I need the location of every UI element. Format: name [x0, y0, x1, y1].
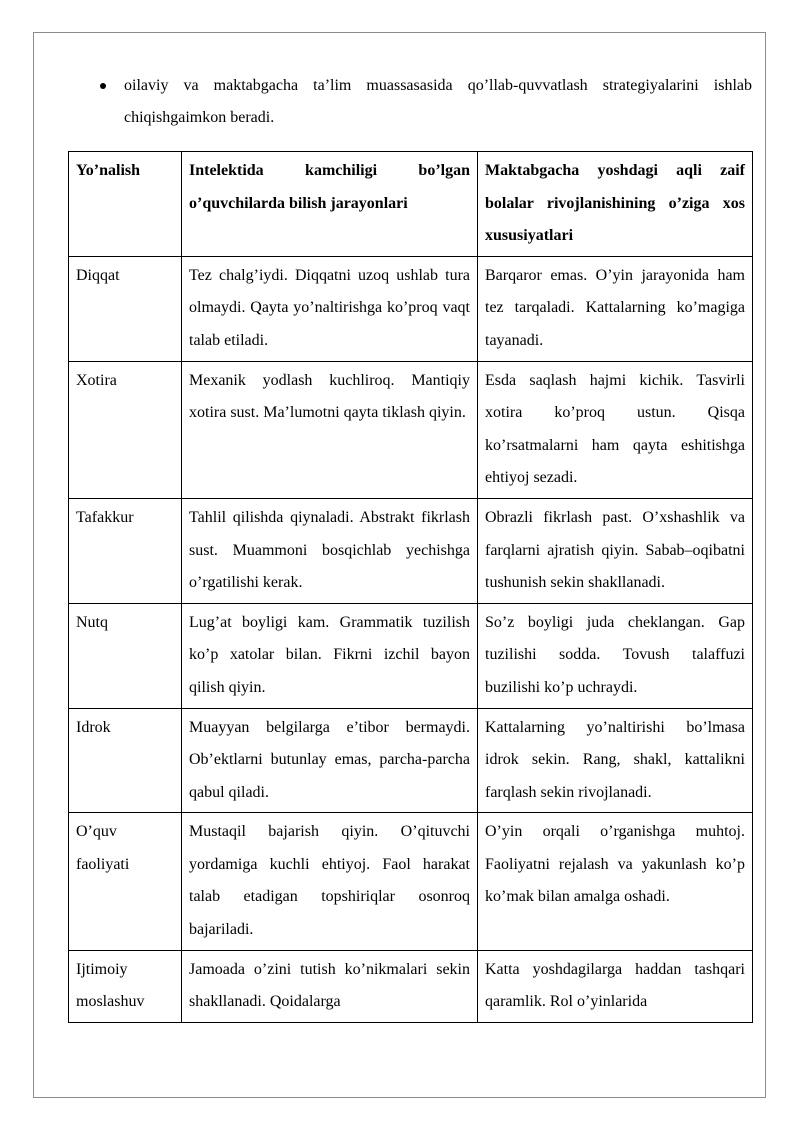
header-cognitive-processes: Intelektida kamchiligi bo’lgan o’quvchilarda bilish jarayonlari: [182, 152, 478, 257]
table-cell: Katta yoshdagilarga haddan tashqari qaramlik. Rol o’yinlarida: [478, 950, 753, 1022]
table-cell: Mexanik yodlash kuchliroq. Mantiqiy xotira sust. Ma’lumotni qayta tiklash qiyin.: [182, 361, 478, 498]
table-cell: Tahlil qilishda qiynaladi. Abstrakt fikrlash sust. Muammoni bosqichlab yechishga o’rgatilishi kerak.: [182, 498, 478, 603]
table-cell: O’yin orqali o’rganishga muhtoj. Faoliyatni rejalash va yakunlash ko’p ko’mak bilan amalga oshadi.: [478, 813, 753, 950]
row-label: Tafakkur: [69, 498, 182, 603]
row-label: Idrok: [69, 708, 182, 813]
table-header-row: [69, 152, 753, 257]
table-cell: Mustaqil bajarish qiyin. O’qituvchi yordamiga kuchli ehtiyoj. Faol harakat talab etadigan topshiriqlar osonroq bajariladi.: [182, 813, 478, 950]
row-label: Xotira: [69, 361, 182, 498]
row-label: Ijtimoiy moslashuv: [69, 950, 182, 1022]
table-row: [69, 361, 753, 498]
table-row: [69, 256, 753, 361]
header-direction: Yo’nalish: [69, 152, 182, 257]
table-row: [69, 813, 753, 950]
bullet-item: [68, 70, 752, 134]
table-cell: Tez chalg’iydi. Diqqatni uzoq ushlab tura olmaydi. Qayta yo’naltirishga ko’proq vaqt talab etiladi.: [182, 256, 478, 361]
comparison-table: [68, 151, 753, 1023]
document-content: [68, 70, 752, 1023]
table-cell: Jamoada o’zini tutish ko’nikmalari sekin shakllanadi. Qoidalarga: [182, 950, 478, 1022]
table-row: [69, 950, 753, 1022]
table-cell: Kattalarning yo’naltirishi bo’lmasa idrok sekin. Rang, shakl, kattalikni farqlash sekin rivojlanadi.: [478, 708, 753, 813]
table-cell: Esda saqlash hajmi kichik. Tasvirli xotira ko’proq ustun. Qisqa ko’rsatmalarni ham qayta eshitishga ehtiyoj sezadi.: [478, 361, 753, 498]
row-label: Nutq: [69, 603, 182, 708]
bullet-text: oilaviy va maktabgacha ta’lim muassasasida qo’llab-quvvatlash strategiyalarini ishlab chiqishgaimkon beradi.: [124, 77, 752, 126]
table-cell: So’z boyligi juda cheklangan. Gap tuzilishi sodda. Tovush talaffuzi buzilishi ko’p uchraydi.: [478, 603, 753, 708]
table-row: [69, 603, 753, 708]
header-preschool-features: Maktabgacha yoshdagi aqli zaif bolalar rivojlanishining o’ziga xos xususiyatlari: [478, 152, 753, 257]
table-row: [69, 708, 753, 813]
row-label: Diqqat: [69, 256, 182, 361]
bullet-icon: [100, 83, 106, 89]
table-row: [69, 498, 753, 603]
table-cell: Lug’at boyligi kam. Grammatik tuzilish ko’p xatolar bilan. Fikrni izchil bayon qilish qiyin.: [182, 603, 478, 708]
row-label: O’quv faoliyati: [69, 813, 182, 950]
table-cell: Barqaror emas. O’yin jarayonida ham tez tarqaladi. Kattalarning ko’magiga tayanadi.: [478, 256, 753, 361]
table-cell: Muayyan belgilarga e’tibor bermaydi. Ob’ektlarni butunlay emas, parcha-parcha qabul qiladi.: [182, 708, 478, 813]
table-cell: Obrazli fikrlash past. O’xshashlik va farqlarni ajratish qiyin. Sabab–oqibatni tushunish sekin shakllanadi.: [478, 498, 753, 603]
